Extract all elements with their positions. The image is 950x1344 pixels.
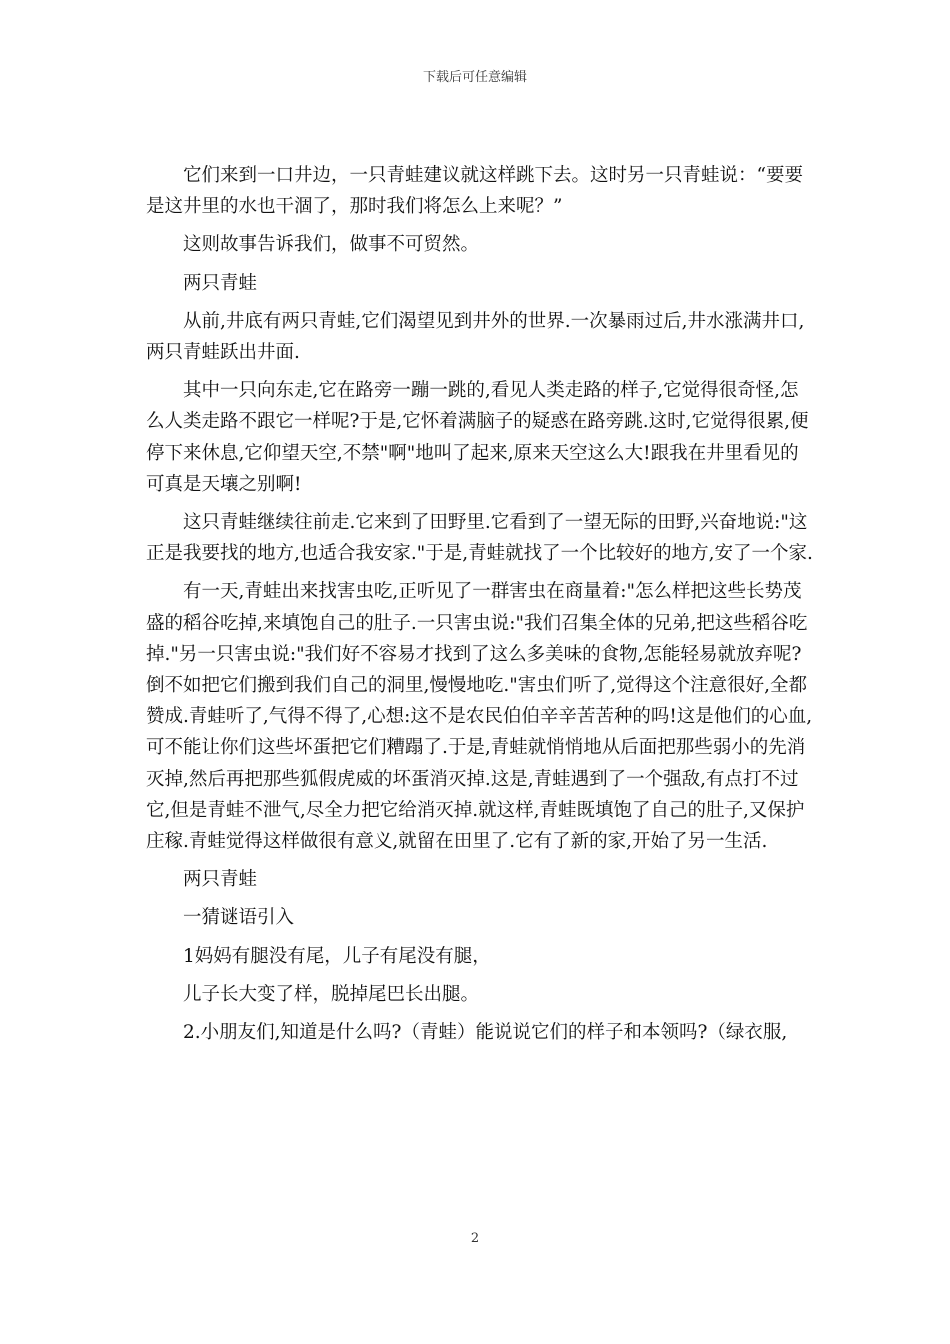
paragraph: 这则故事告诉我们，做事不可贸然。 [183,234,480,256]
paragraph: 一猜谜语引入 [183,907,295,929]
body-text [146,160,814,1055]
paragraph: 儿子长大变了样，脱掉尾巴长出腿。 [183,983,480,1005]
paragraph: 它们来到一口井边，一只青蛙建议就这样跳下去。这时另一只青蛙说：“要要是这井里的水也干涸了，那时我们将怎么上来呢？” [146,165,803,218]
paragraph: 1妈妈有腿没有尾，儿子有尾没有腿， [183,945,491,967]
paragraph: 其中一只向东走,它在路旁一蹦一跳的,看见人类走路的样子,它觉得很奇怪,怎么人类走路不跟它一样呢?于是,它怀着满脑子的疑惑在路旁跳.这时,它觉得很累,便停下来休息,它仰望天空,不禁"啊"地叫了起来,原来天空这么大!跟我在井里看见的可真是天壤之别啊! [146,380,809,495]
paragraph: 有一天,青蛙出来找害虫吃,正听见了一群害虫在商量着:"怎么样把这些长势茂盛的稻谷吃掉,来填饱自己的肚子.一只害虫说:"我们召集全体的兄弟,把这些稻谷吃掉."另一只害虫说:"我们好不容易才找到了这么多美味的食物,怎能轻易就放弃呢?倒不如把它们搬到我们自己的洞里,慢慢地吃."害虫们听了,觉得这个注意很好,全都赞成.青蛙听了,气得不得了,心想:这不是农民伯伯辛辛苦苦种的吗!这是他们的心血,可不能让你们这些坏蛋把它们糟蹋了.于是,青蛙就悄悄地从后面把那些弱小的先消灭掉,然后再把那些狐假虎威的坏蛋消灭掉.这是,青蛙遇到了一个强敌,有点打不过它,但是青蛙不泄气,尽全力把它给消灭掉.就这样,青蛙既填饱了自己的肚子,又保护庄稼.青蛙觉得这样做很有意义,就留在田里了.它有了新的家,开始了另一生活. [146,581,813,853]
paragraph: 2.小朋友们,知道是什么吗?（青蛙）能说说它们的样子和本领吗?（绿衣服, [183,1022,788,1044]
paragraph: 从前,井底有两只青蛙,它们渴望见到井外的世界.一次暴雨过后,井水涨满井口,两只青蛙跃出井面. [146,310,805,364]
paragraph: 这只青蛙继续往前走.它来到了田野里.它看到了一望无际的田野,兴奋地说:"这正是我要找的地方,也适合我安家."于是,青蛙就找了一个比较好的地方,安了一个家. [146,512,813,565]
page-number: 2 [470,1231,480,1246]
section-heading: 两只青蛙 [183,869,258,891]
page-header: 下载后可任意编辑 [422,70,527,85]
section-heading: 两只青蛙 [183,272,258,294]
